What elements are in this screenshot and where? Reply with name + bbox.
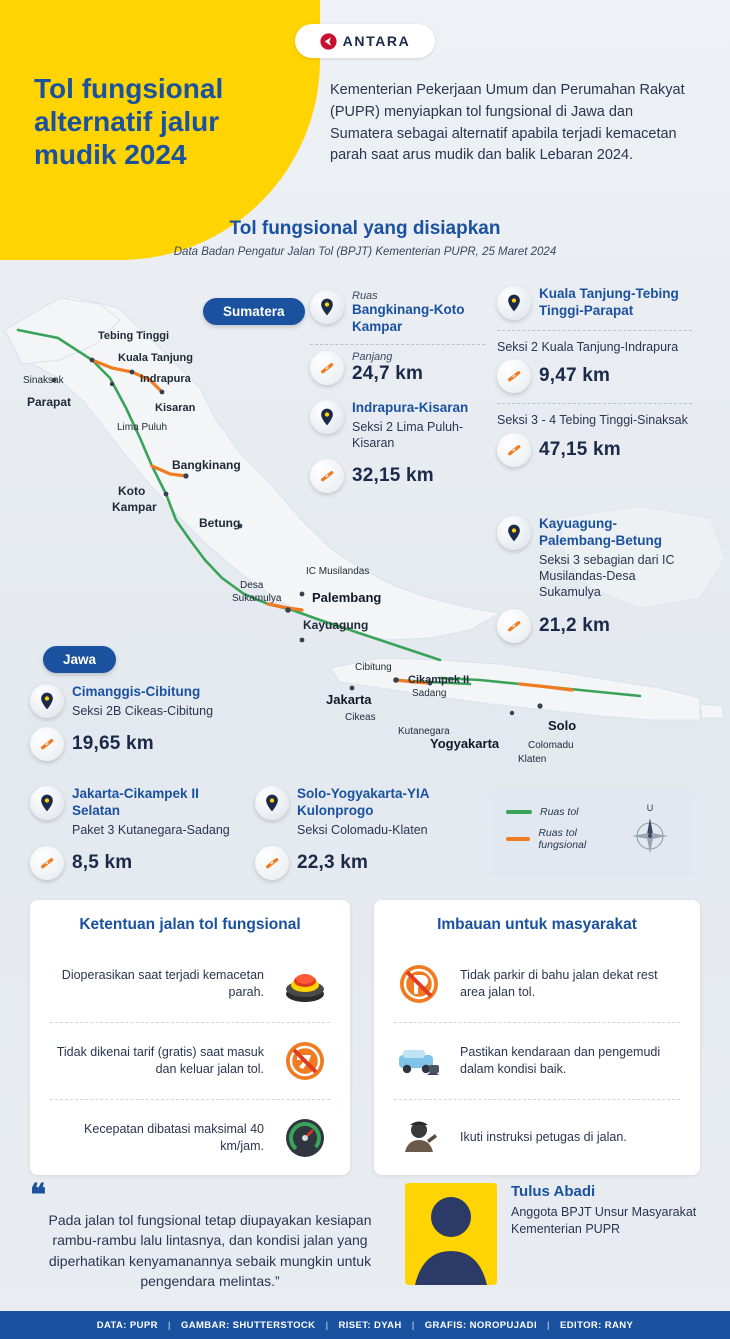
info-indrapura-kisaran — [310, 400, 490, 493]
toll-section: Seksi 2 Kuala Tanjung-Indrapura — [497, 340, 679, 354]
no-parking-icon — [392, 957, 446, 1011]
info-solo-yogyakarta-yia — [255, 786, 455, 880]
city-label: Sadang — [412, 688, 447, 699]
city-label: Parapat — [27, 395, 72, 409]
intro-paragraph: Kementerian Pekerjaan Umum dan Perumahan Rakyat (PUPR) menyiapkan tol fungsional di Jawa dan Sumatera sebagai alternatif apabila terjadi kemacetan parah saat arus mudik dan balik Lebaran 2024. — [330, 82, 685, 164]
imbauan-text: Pastikan kendaraan dan pengemudi dalam kondisi baik. — [460, 1044, 661, 1076]
card-ketentuan — [30, 900, 350, 1175]
footer-separator: | — [546, 1319, 551, 1331]
city-label: Sinaksak — [23, 375, 64, 386]
toll-section: Seksi Colomadu-Klaten — [297, 822, 428, 837]
ketentuan-text: Dioperasikan saat terjadi kemacetan parah. — [61, 967, 264, 999]
compass-rose-icon — [628, 814, 672, 858]
quote-attribution — [405, 1183, 705, 1285]
city-label: Kampar — [112, 500, 157, 514]
toll-name: Jakarta-Cikampek II Selatan — [72, 786, 199, 818]
officer-icon — [392, 1111, 446, 1165]
compass-north-label: U — [646, 803, 654, 813]
credit-riset: RISET: DYAH — [338, 1319, 402, 1331]
info-jakarta-cikampek-selatan — [30, 786, 235, 880]
road-segment-icon — [497, 433, 531, 467]
map-area — [0, 268, 730, 888]
page-title — [34, 72, 304, 171]
ketentuan-row — [30, 946, 350, 1022]
region-pill-sumatera: Sumatera — [203, 298, 305, 325]
city-label: Cikeas — [345, 712, 376, 723]
info-kayuagung — [497, 516, 692, 643]
map-pin-icon — [310, 290, 344, 324]
city-label: Desa — [240, 580, 264, 591]
ketentuan-row — [30, 1023, 350, 1099]
subhead-title: Tol fungsional yang disiapkan — [229, 218, 501, 239]
road-segment-icon — [30, 846, 64, 880]
quote-mark: ❝ — [30, 1179, 47, 1212]
road-segment-icon — [30, 727, 64, 761]
city-label: Lima Puluh — [117, 422, 168, 433]
city-label: Kuala Tanjung — [118, 352, 193, 364]
brand-name: ANTARA — [342, 33, 411, 49]
credit-data: DATA: PUPR — [96, 1319, 158, 1331]
toll-section: Seksi 3 sebagian dari IC Musilandas-Desa Sukamulya — [539, 552, 675, 600]
portrait-avatar — [405, 1183, 497, 1285]
city-label: Bangkinang — [172, 458, 241, 472]
person-name: Tulus Abadi — [511, 1183, 596, 1200]
card-imbauan-title: Imbauan untuk masyarakat — [437, 916, 637, 933]
toll-name: Kayuagung-Palembang-Betung — [539, 516, 663, 548]
car-check-icon — [392, 1034, 446, 1088]
map-pin-icon — [255, 786, 289, 820]
toll-name: Bangkinang-Koto Kampar — [352, 302, 465, 334]
map-pin-icon — [497, 286, 531, 320]
footer-separator: | — [325, 1319, 329, 1331]
city-label: Sukamulya — [232, 593, 282, 604]
legend-swatch-toll — [506, 810, 532, 814]
city-label: Yogyakarta — [430, 736, 500, 751]
subhead-source: Data Badan Pengatur Jalan Tol (BPJT) Kementerian PUPR, 25 Maret 2024 — [173, 246, 557, 258]
credit-gambar: GAMBAR: SHUTTERSTOCK — [180, 1319, 316, 1331]
city-label: Kisaran — [155, 402, 196, 414]
legend-label: Ruas tol — [540, 806, 579, 819]
imbauan-row — [374, 1100, 700, 1176]
road-segment-icon — [497, 359, 531, 393]
city-label: Cibitung — [355, 662, 392, 673]
antara-logo-icon — [320, 33, 337, 50]
city-label: Tebing Tinggi — [98, 330, 170, 342]
imbauan-row — [374, 1023, 700, 1099]
ketentuan-text: Tidak dikenai tarif (gratis) saat masuk dan keluar jalan tol. — [56, 1044, 264, 1076]
ketentuan-text: Kecepatan dibatasi maksimal 40 km/jam. — [84, 1121, 264, 1153]
info-bangkinang — [310, 290, 485, 385]
toll-name: Kuala Tanjung-Tebing Tinggi-Parapat — [539, 286, 679, 318]
city-label: IC Musilandas — [306, 566, 370, 577]
no-toll-fee-icon — [278, 1034, 332, 1088]
info-kuala-tanjung — [497, 286, 692, 467]
region-pill-jawa: Jawa — [43, 646, 116, 673]
title-line-2: alternatif jalur — [34, 106, 220, 138]
info-cimanggis-cibitung — [30, 684, 230, 761]
toll-section: Seksi 2 Lima Puluh-Kisaran — [352, 419, 464, 451]
road-segment-icon — [255, 846, 289, 880]
toll-length: 8,5 km — [72, 852, 133, 873]
city-label: Jakarta — [326, 692, 372, 707]
city-label: Colomadu — [528, 740, 574, 751]
road-segment-icon — [310, 351, 344, 385]
city-label: Kayuagung — [303, 618, 369, 632]
card-ketentuan-title: Ketentuan jalan tol fungsional — [79, 916, 301, 933]
city-label: Betung — [199, 516, 241, 530]
legend-item — [506, 806, 622, 819]
person-role: Anggota BPJT Unsur Masyarakat Kementerian PUPR — [511, 1205, 697, 1236]
avatar-silhouette-icon — [405, 1183, 497, 1285]
toll-length: 21,2 km — [539, 614, 611, 636]
road-segment-icon — [497, 609, 531, 643]
toll-length: 19,65 km — [72, 733, 154, 755]
quote-text: Pada jalan tol fungsional tetap diupayakan kesiapan rambu-rambu lalu lintasnya, dan kondisi jalan yang diperhatikan kenyamanannya sebaik mungkin untuk pengendara melintas.” — [48, 1212, 372, 1289]
city-label: Palembang — [312, 590, 382, 605]
toll-name: Indrapura-Kisaran — [352, 400, 469, 415]
speedometer-icon — [278, 1111, 332, 1165]
ketentuan-row — [30, 1100, 350, 1176]
toll-section: Seksi 3 - 4 Tebing Tinggi-Sinaksak — [497, 413, 688, 428]
toll-length: 9,47 km — [539, 365, 611, 387]
toll-length: 24,7 km — [352, 362, 424, 384]
legend-swatch-functional — [506, 837, 530, 841]
traffic-button-icon — [278, 957, 332, 1011]
road-segment-icon — [310, 459, 344, 493]
footer-separator: | — [167, 1319, 171, 1331]
imbauan-row — [374, 946, 700, 1022]
map-legend — [492, 788, 692, 878]
imbauan-text: Tidak parkir di bahu jalan dekat rest area jalan tol. — [460, 967, 658, 999]
legend-item — [506, 827, 622, 852]
city-label: Cikampek II — [408, 674, 470, 686]
city-label: Indrapura — [140, 373, 191, 385]
toll-section: Seksi 2B Cikeas-Cibitung — [72, 703, 214, 718]
footer-separator: | — [411, 1319, 415, 1331]
title-line-3: mudik 2024 — [34, 139, 187, 171]
toll-length: 32,15 km — [352, 465, 434, 487]
title-line-1: Tol fungsional — [34, 73, 224, 104]
toll-name: Solo-Yogyakarta-YIA Kulonprogo — [297, 786, 430, 818]
credit-editor: EDITOR: RANY — [560, 1319, 634, 1331]
map-pin-icon — [310, 400, 344, 434]
card-imbauan — [374, 900, 700, 1175]
map-pin-icon — [30, 786, 64, 820]
city-label: Koto — [118, 484, 146, 498]
map-pin-icon — [497, 516, 531, 550]
legend-label: Ruas tol fungsional — [538, 826, 587, 852]
city-label: Kutanegara — [398, 726, 450, 737]
credit-grafis: GRAFIS: NOROPUJADI — [424, 1319, 537, 1331]
city-label: Klaten — [518, 754, 547, 765]
map-pin-icon — [30, 684, 64, 718]
toll-length: 47,15 km — [539, 438, 621, 460]
toll-length: 22,3 km — [297, 852, 369, 873]
panjang-label: Panjang — [352, 350, 393, 363]
toll-section: Paket 3 Kutanegara-Sadang — [72, 822, 230, 837]
city-label: Solo — [548, 718, 577, 733]
ruas-label: Ruas — [352, 290, 378, 302]
footer-credits — [0, 1311, 730, 1339]
quote-block — [30, 1179, 390, 1291]
section-subhead — [0, 218, 730, 258]
imbauan-text: Ikuti instruksi petugas di jalan. — [460, 1130, 627, 1145]
compass — [622, 803, 678, 863]
brand-logo — [295, 24, 435, 58]
header — [0, 0, 730, 210]
toll-name: Cimanggis-Cibitung — [72, 684, 201, 699]
